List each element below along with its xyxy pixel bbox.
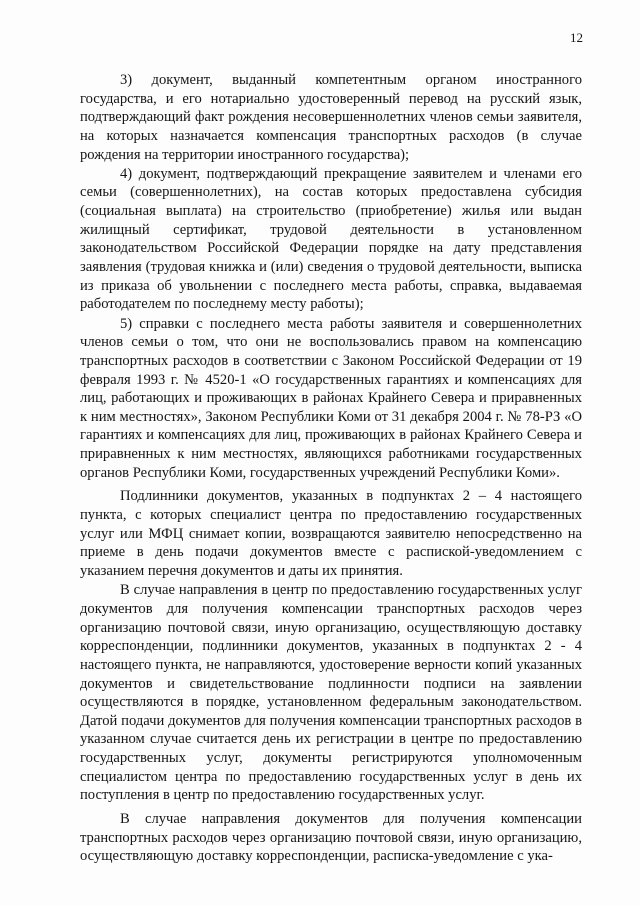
paragraph-originals-return: Подлинники документов, указанных в подпунктах 2 – 4 настоящего пункта, с которых специалист центра по предоставлению государственных услуг или МФЦ снимает копии, возвращаются заявителю непосредственно на приеме в день подачи документов вместе с распиской-уведомлением с указанием перечня документов и даты их принятия. (80, 488, 582, 580)
paragraph-item-4: 4) документ, подтверждающий прекращение заявителем и членами его семьи (совершеннолетних), на состав которых предоставлена субсидия (социальная выплата) на строительство (приобретение) жилья или выдан жилищный сертификат, трудовой деятельности в установленном законодательством Российской Федерации порядке на дату представления заявления (трудовая книжка и (или) сведения о трудовой деятельности, выписка из приказа об увольнении с последнего места работы, справка, выдаваемая работодателем по последнему месту работы); (80, 165, 582, 313)
document-body (80, 71, 582, 867)
paragraph-postal-receipt: В случае направления документов для получения компенсации транспортных расходов через организацию почтовой связи, иную организацию, осуществляющую доставку корреспонденции, расписка-уведомление с ука- (80, 811, 582, 865)
page-number: 12 (570, 30, 583, 45)
paragraph-postal-submission: В случае направления в центр по предоставлению государственных услуг документов для получения компенсации транспортных расходов через организацию почтовой связи, иную организацию, осуществляющую доставку корреспонденции, подлинники документов, указанных в подпунктах 2 - 4 настоящего пункта, не направляются, удостоверение верности копий указанных документов и свидетельствование подлинности подписи на заявлении осуществляются в порядке, установленном федеральным законодательством. Датой подачи документов для получения компенсации транспортных расходов в указанном случае считается день их регистрации в центре по предоставлению государственных услуг, документы регистрируются уполномоченным специалистом центра по предоставлению государственных услуг в день их поступления в центр по предоставлению государственных услуг. (80, 582, 582, 804)
paragraph-item-5: 5) справки с последнего места работы заявителя и совершеннолетних членов семьи о том, что они не воспользовались правом на компенсацию транспортных расходов в соответствии с Законом Российской Федерации от 19 февраля 1993 г. № 4520-1 «О государственных гарантиях и компенсациях для лиц, работающих и проживающих в районах Крайнего Севера и приравненных к ним местностях», Законом Республики Коми от 31 декабря 2004 г. № 78-РЗ «О гарантиях и компенсациях для лиц, проживающих в районах Крайнего Севера и приравненных к ним местностях, являющихся работниками государственных органов Республики Коми, государственных учреждений Республики Коми». (80, 315, 582, 481)
paragraph-item-3: 3) документ, выданный компетентным органом иностранного государства, и его нотариально удостоверенный перевод на русский язык, подтверждающий факт рождения несовершеннолетних членов семьи заявителя, на которых назначается компенсация транспортных расходов (в случае рождения на территории иностранного государства); (80, 72, 582, 163)
